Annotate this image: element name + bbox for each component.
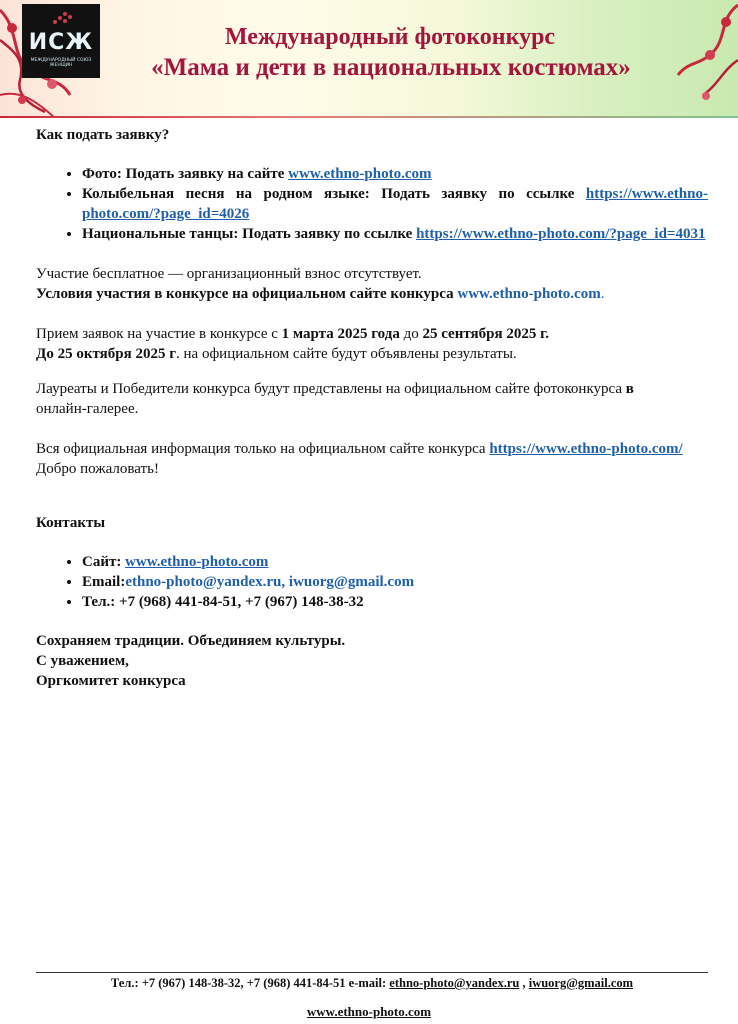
- footer-contacts-text: Тел.: +7 (967) 148-38-32, +7 (968) 441-84-51 e-mail:: [110, 976, 390, 990]
- footer-email-1[interactable]: ethno-photo@yandex.ru: [389, 976, 520, 990]
- how-to-apply-heading: Как подать заявку?: [36, 127, 170, 143]
- intake-mid: до: [399, 326, 423, 342]
- welcome-text: Добро пожаловать!: [36, 461, 159, 477]
- contacts-list: [36, 552, 708, 612]
- intake-prefix: Прием заявок на участие в конкурсе с: [36, 326, 282, 342]
- conditions-end: .: [600, 286, 605, 302]
- contact-phone: [82, 592, 708, 612]
- footer-email-2[interactable]: iwuorg@gmail.com: [528, 976, 634, 990]
- contest-title-line2: «Мама и дети в национальных костюмах»: [151, 54, 631, 81]
- header-banner: [0, 0, 738, 118]
- laureates-gallery-line: онлайн-галерее.: [36, 401, 139, 417]
- dance-apply-link[interactable]: https://www.ethno-photo.com/?page_id=4031: [416, 226, 706, 242]
- lullaby-apply-label: Колыбельная песня на родном языке: Подать заявку по ссылке: [82, 186, 586, 202]
- contact-site: [82, 552, 708, 572]
- footer-separator: ,: [519, 976, 529, 990]
- free-participation-text: Участие бесплатное — организационный взнос отсутствует.: [36, 266, 422, 282]
- conditions-text: Условия участия в конкурсе на официальном сайте конкурса: [36, 286, 458, 302]
- results-text: . на официальном сайте будут объявлены результаты.: [176, 346, 517, 362]
- main-content: [36, 125, 708, 691]
- photo-apply-label: Фото: Подать заявку на сайте: [82, 166, 289, 182]
- intake-dates-paragraph: [36, 324, 708, 344]
- logo-subtext: МЕЖДУНАРОДНЫЙ СОЮЗ ЖЕНЩИН: [30, 58, 92, 68]
- conditions-paragraph: [36, 284, 708, 304]
- official-info-text: Вся официальная информация только на официальном сайте конкурса: [36, 441, 490, 457]
- closing-slogan: Сохраняем традиции. Объединяем культуры.: [36, 633, 346, 649]
- contacts-heading: Контакты: [36, 515, 106, 531]
- contact-phone-value: +7 (968) 441-84-51, +7 (967) 148-38-32: [119, 594, 364, 610]
- photo-apply-link[interactable]: www.ethno-photo.com: [288, 166, 432, 182]
- intake-end-date: 25 сентября 2025 г.: [422, 326, 549, 342]
- footer-site: [0, 1004, 738, 1020]
- contact-email-value[interactable]: ethno-photo@yandex.ru, iwuorg@gmail.com: [125, 574, 415, 590]
- intake-start-date: 1 марта 2025 года: [281, 326, 400, 342]
- footer-contacts: [36, 972, 708, 991]
- results-paragraph: [36, 344, 708, 364]
- list-item-lullaby: [82, 184, 708, 224]
- closing-signature: Оргкомитет конкурса: [36, 673, 186, 689]
- laureates-bold-tail: в: [625, 381, 634, 397]
- contest-title-line1: Международный фотоконкурс: [224, 24, 556, 50]
- laureates-text: Лауреаты и Победители конкурса будут представлены на официальном сайте фотоконкурса: [36, 381, 626, 397]
- results-date: До 25 октября 2025 г: [36, 346, 177, 362]
- contact-site-link[interactable]: www.ethno-photo.com: [125, 554, 269, 570]
- footer-site-link[interactable]: www.ethno-photo.com: [306, 1004, 432, 1019]
- site-label: Сайт:: [82, 554, 126, 570]
- logo-text: ИСЖ: [28, 30, 94, 55]
- conditions-link[interactable]: www.ethno-photo.com: [457, 286, 601, 302]
- official-site-link[interactable]: https://www.ethno-photo.com/: [489, 441, 683, 457]
- laureates-paragraph: [36, 379, 708, 399]
- contact-email: [82, 572, 708, 592]
- logo: [22, 4, 100, 78]
- email-label: Email:: [82, 574, 126, 590]
- phone-label: Тел.:: [82, 594, 120, 610]
- list-item-photo: [82, 164, 708, 184]
- lullaby-apply-link[interactable]: https://www.ethno-photo.com/?page_id=4026: [82, 186, 708, 222]
- application-list: [36, 164, 708, 244]
- logo-dots-icon: [52, 10, 72, 26]
- official-info-paragraph: [36, 439, 708, 459]
- list-item-dance: [82, 224, 708, 244]
- dance-apply-label: Национальные танцы: Подать заявку по ссылке: [82, 226, 417, 242]
- closing-regards: С уважением,: [36, 653, 129, 669]
